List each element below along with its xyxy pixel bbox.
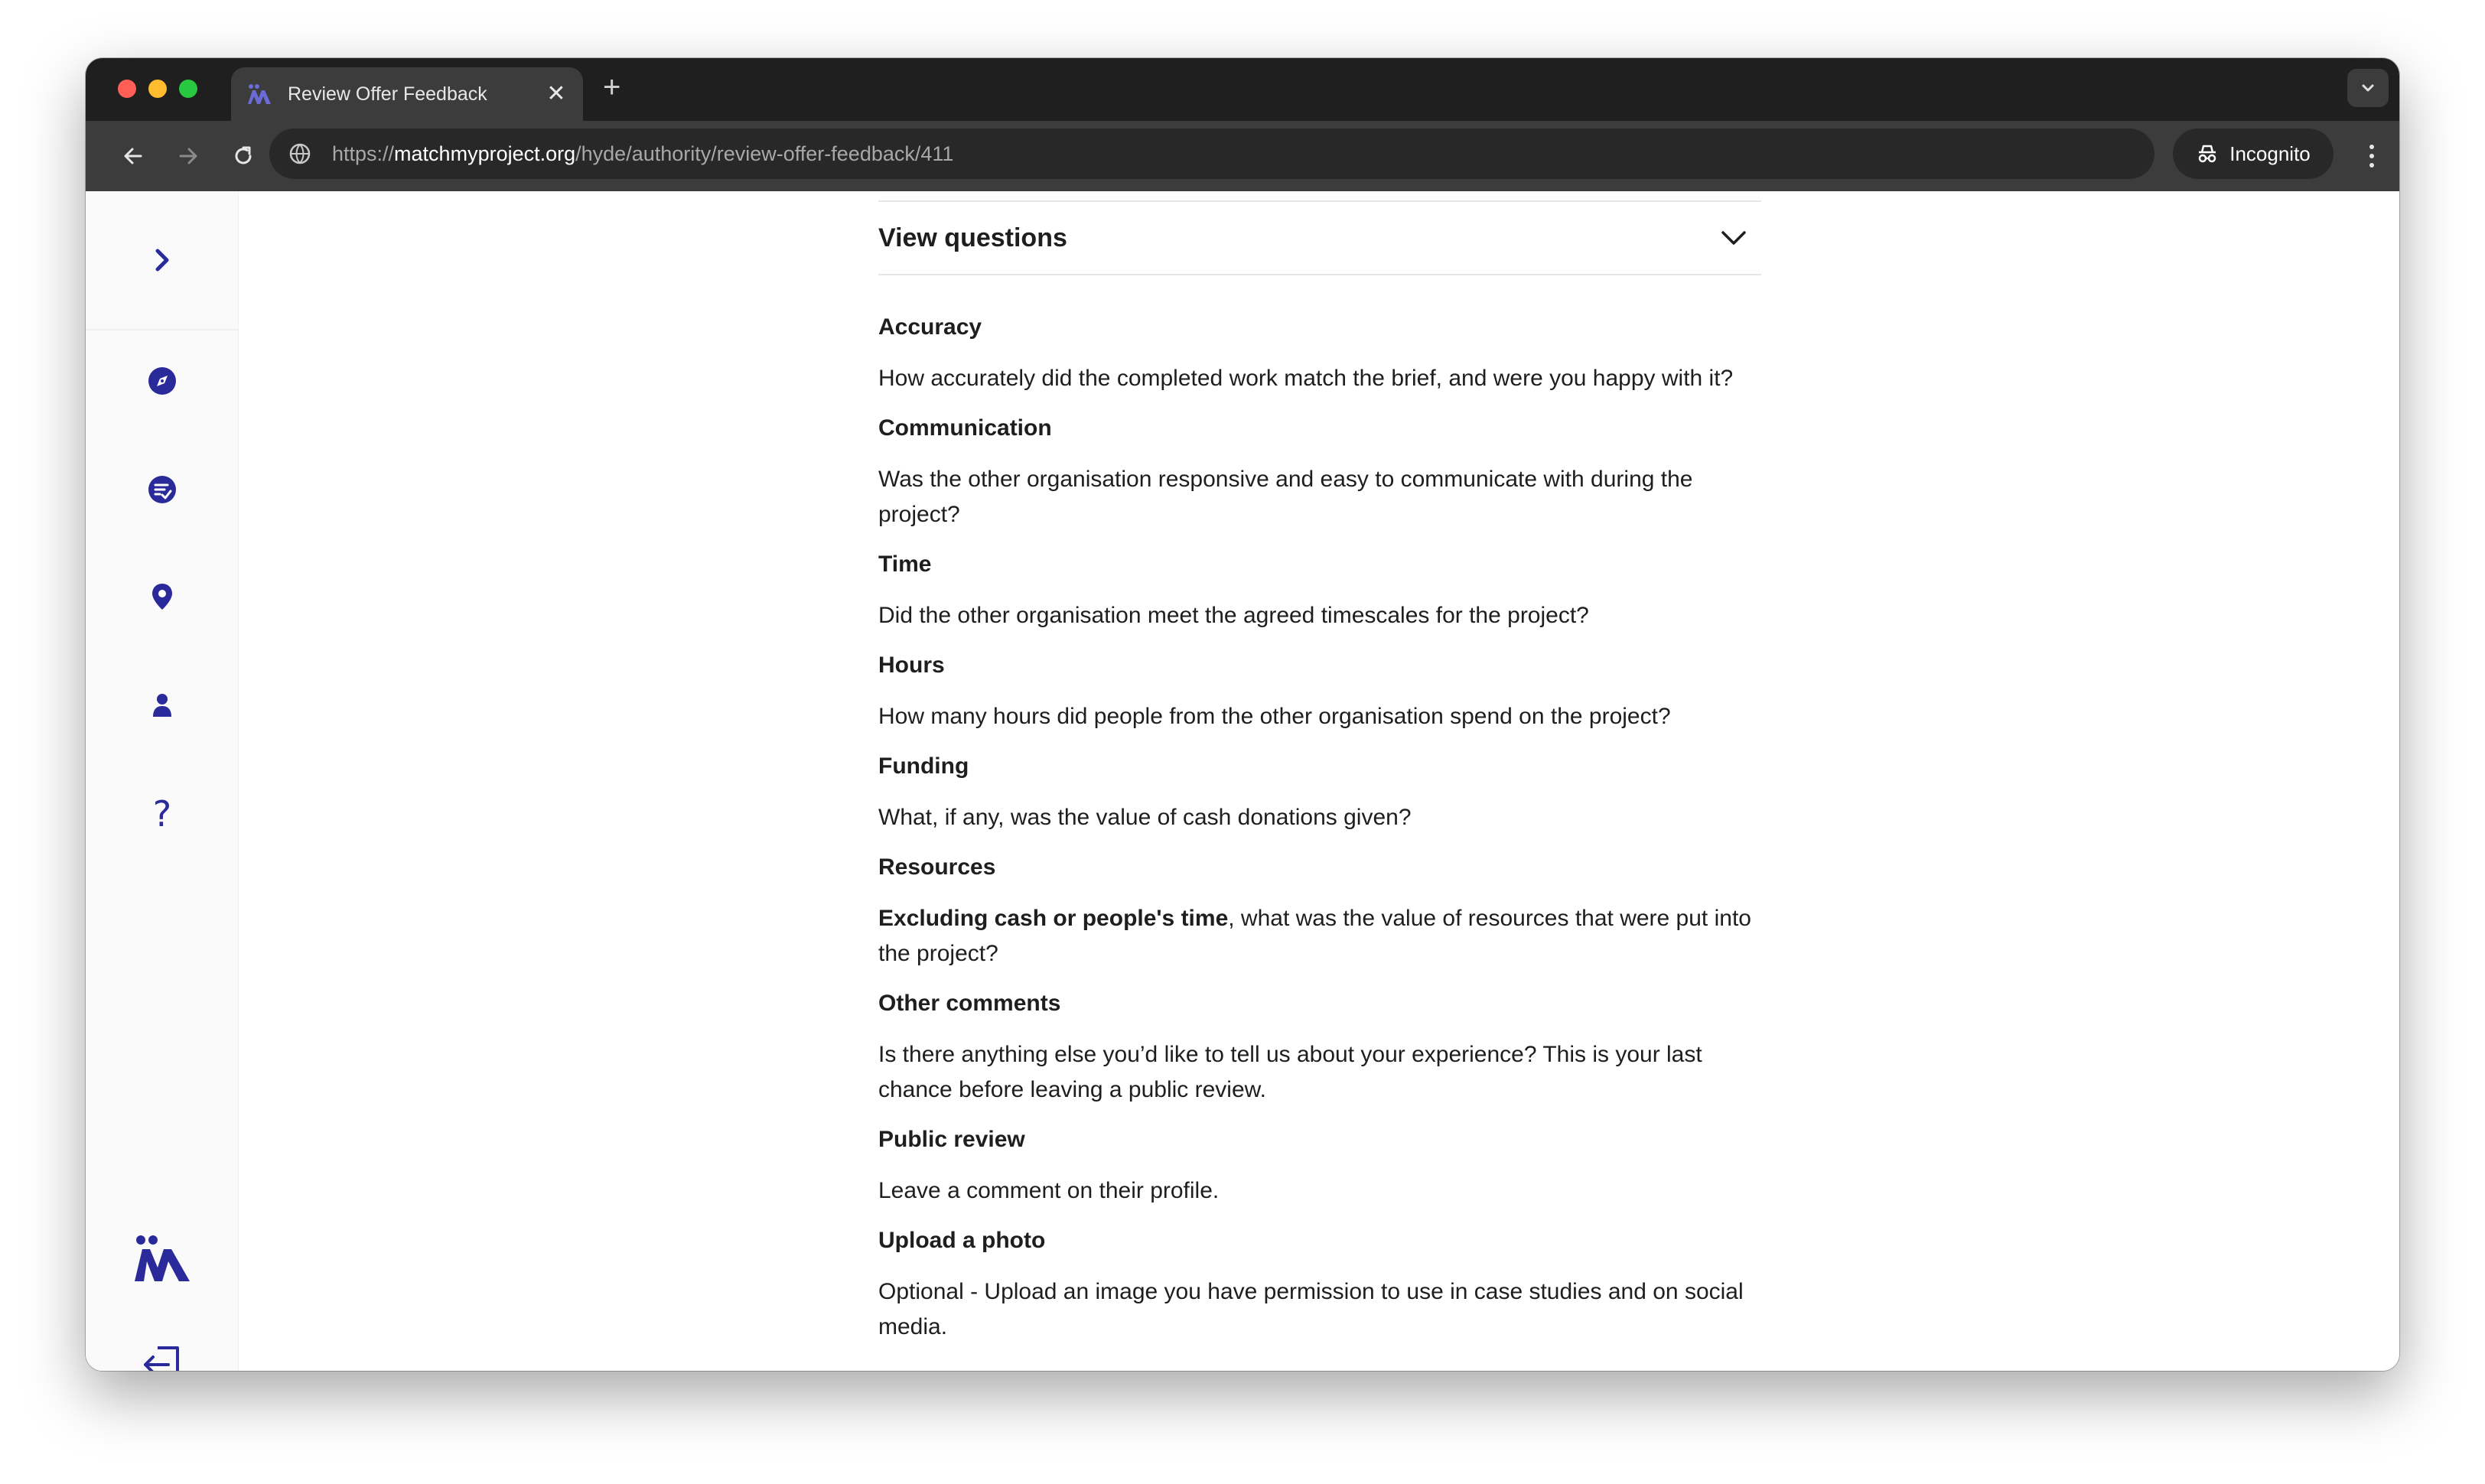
question-label-hours: Hours [878,653,945,678]
reload-button[interactable] [228,141,259,171]
sidebar-item-profile[interactable] [139,682,185,728]
chevron-right-icon[interactable] [147,245,178,275]
address-bar[interactable] [269,129,2154,179]
browser-window [86,58,2399,1371]
forward-button[interactable] [173,141,204,171]
question-label-funding: Funding [878,753,969,779]
reload-icon [231,144,256,168]
new-tab-button[interactable]: + [603,70,621,104]
site-info-icon[interactable] [288,142,312,166]
question-label-resources: Resources [878,854,996,880]
help-icon: ? [152,793,172,835]
more-menu-icon[interactable] [2364,141,2379,171]
question-text-accuracy: How accurately did the completed work match the brief, and were you happy with it? [878,366,1734,391]
question-label-communication: Communication [878,415,1052,441]
matchmyproject-logo-icon [133,1234,191,1284]
compass-icon [146,365,178,397]
minimize-window-button[interactable] [148,80,167,98]
question-list [878,311,1761,1360]
question-text-resources-emphasis: Excluding cash or people's time [878,906,1229,931]
chevron-down-icon [1717,221,1751,255]
question-label-public-review: Public review [878,1127,1025,1152]
sidebar [86,191,239,1371]
url-path: /hyde/authority/review-offer-feedback/411 [575,142,954,165]
brand-logo[interactable] [132,1229,193,1290]
url-prefix: https:// [332,142,395,165]
question-text-resources [878,901,1761,971]
incognito-icon [2196,142,2219,165]
sidebar-item-location[interactable] [139,574,185,620]
question-text-other-comments: Is there anything else you’d like to tell us about your experience? This is your last chance before leaving a public review. [878,1042,1702,1102]
tab-title: Review Offer Feedback [288,83,487,105]
question-text-communication: Was the other organisation responsive and easy to communicate with during the project? [878,467,1693,527]
question-text-resources-rest: , what was the value of resources that were put into the project? [878,906,1751,966]
view-questions-accordion[interactable] [878,200,1761,275]
back-button[interactable] [118,141,148,171]
incognito-indicator[interactable] [2173,129,2334,179]
question-text-public-review: Leave a comment on their profile. [878,1178,1220,1203]
close-window-button[interactable] [118,80,136,98]
question-text-upload-photo: Optional - Upload an image you have permission to use in case studies and on social media. [878,1279,1744,1339]
tab-close-icon[interactable]: ✕ [546,81,566,106]
url-text [332,142,953,166]
maximize-window-button[interactable] [179,80,197,98]
question-label-time: Time [878,552,932,577]
sidebar-expand-area [86,191,239,330]
accordion-title: View questions [878,223,1067,252]
incognito-label: Incognito [2229,142,2311,165]
logout-icon [139,1342,185,1371]
url-host: matchmyproject.org [394,142,576,165]
checklist-icon [146,474,178,506]
window-controls [118,80,197,98]
question-text-time: Did the other organisation meet the agreed timescales for the project? [878,603,1589,628]
person-icon [146,689,178,721]
question-text-hours: How many hours did people from the other organisation spend on the project? [878,704,1671,729]
question-text-funding: What, if any, was the value of cash donations given? [878,805,1412,830]
site-logo-icon [246,83,272,106]
tab-strip [86,58,2399,121]
question-label-other-comments: Other comments [878,991,1061,1016]
logout-button[interactable] [136,1339,188,1371]
tab-search-button[interactable] [2347,69,2389,107]
arrow-left-icon [121,144,145,168]
chevron-down-icon [2360,80,2376,96]
map-pin-icon [146,581,178,613]
sidebar-item-explore[interactable] [139,358,185,404]
tab-review-offer-feedback[interactable] [231,67,583,121]
arrow-right-icon [176,144,200,168]
question-label-upload-photo: Upload a photo [878,1228,1046,1253]
question-label-accuracy: Accuracy [878,314,982,340]
sidebar-item-help[interactable] [139,791,185,837]
sidebar-item-tasks[interactable] [139,467,185,513]
page-viewport [86,191,2399,1371]
browser-toolbar [86,121,2399,191]
